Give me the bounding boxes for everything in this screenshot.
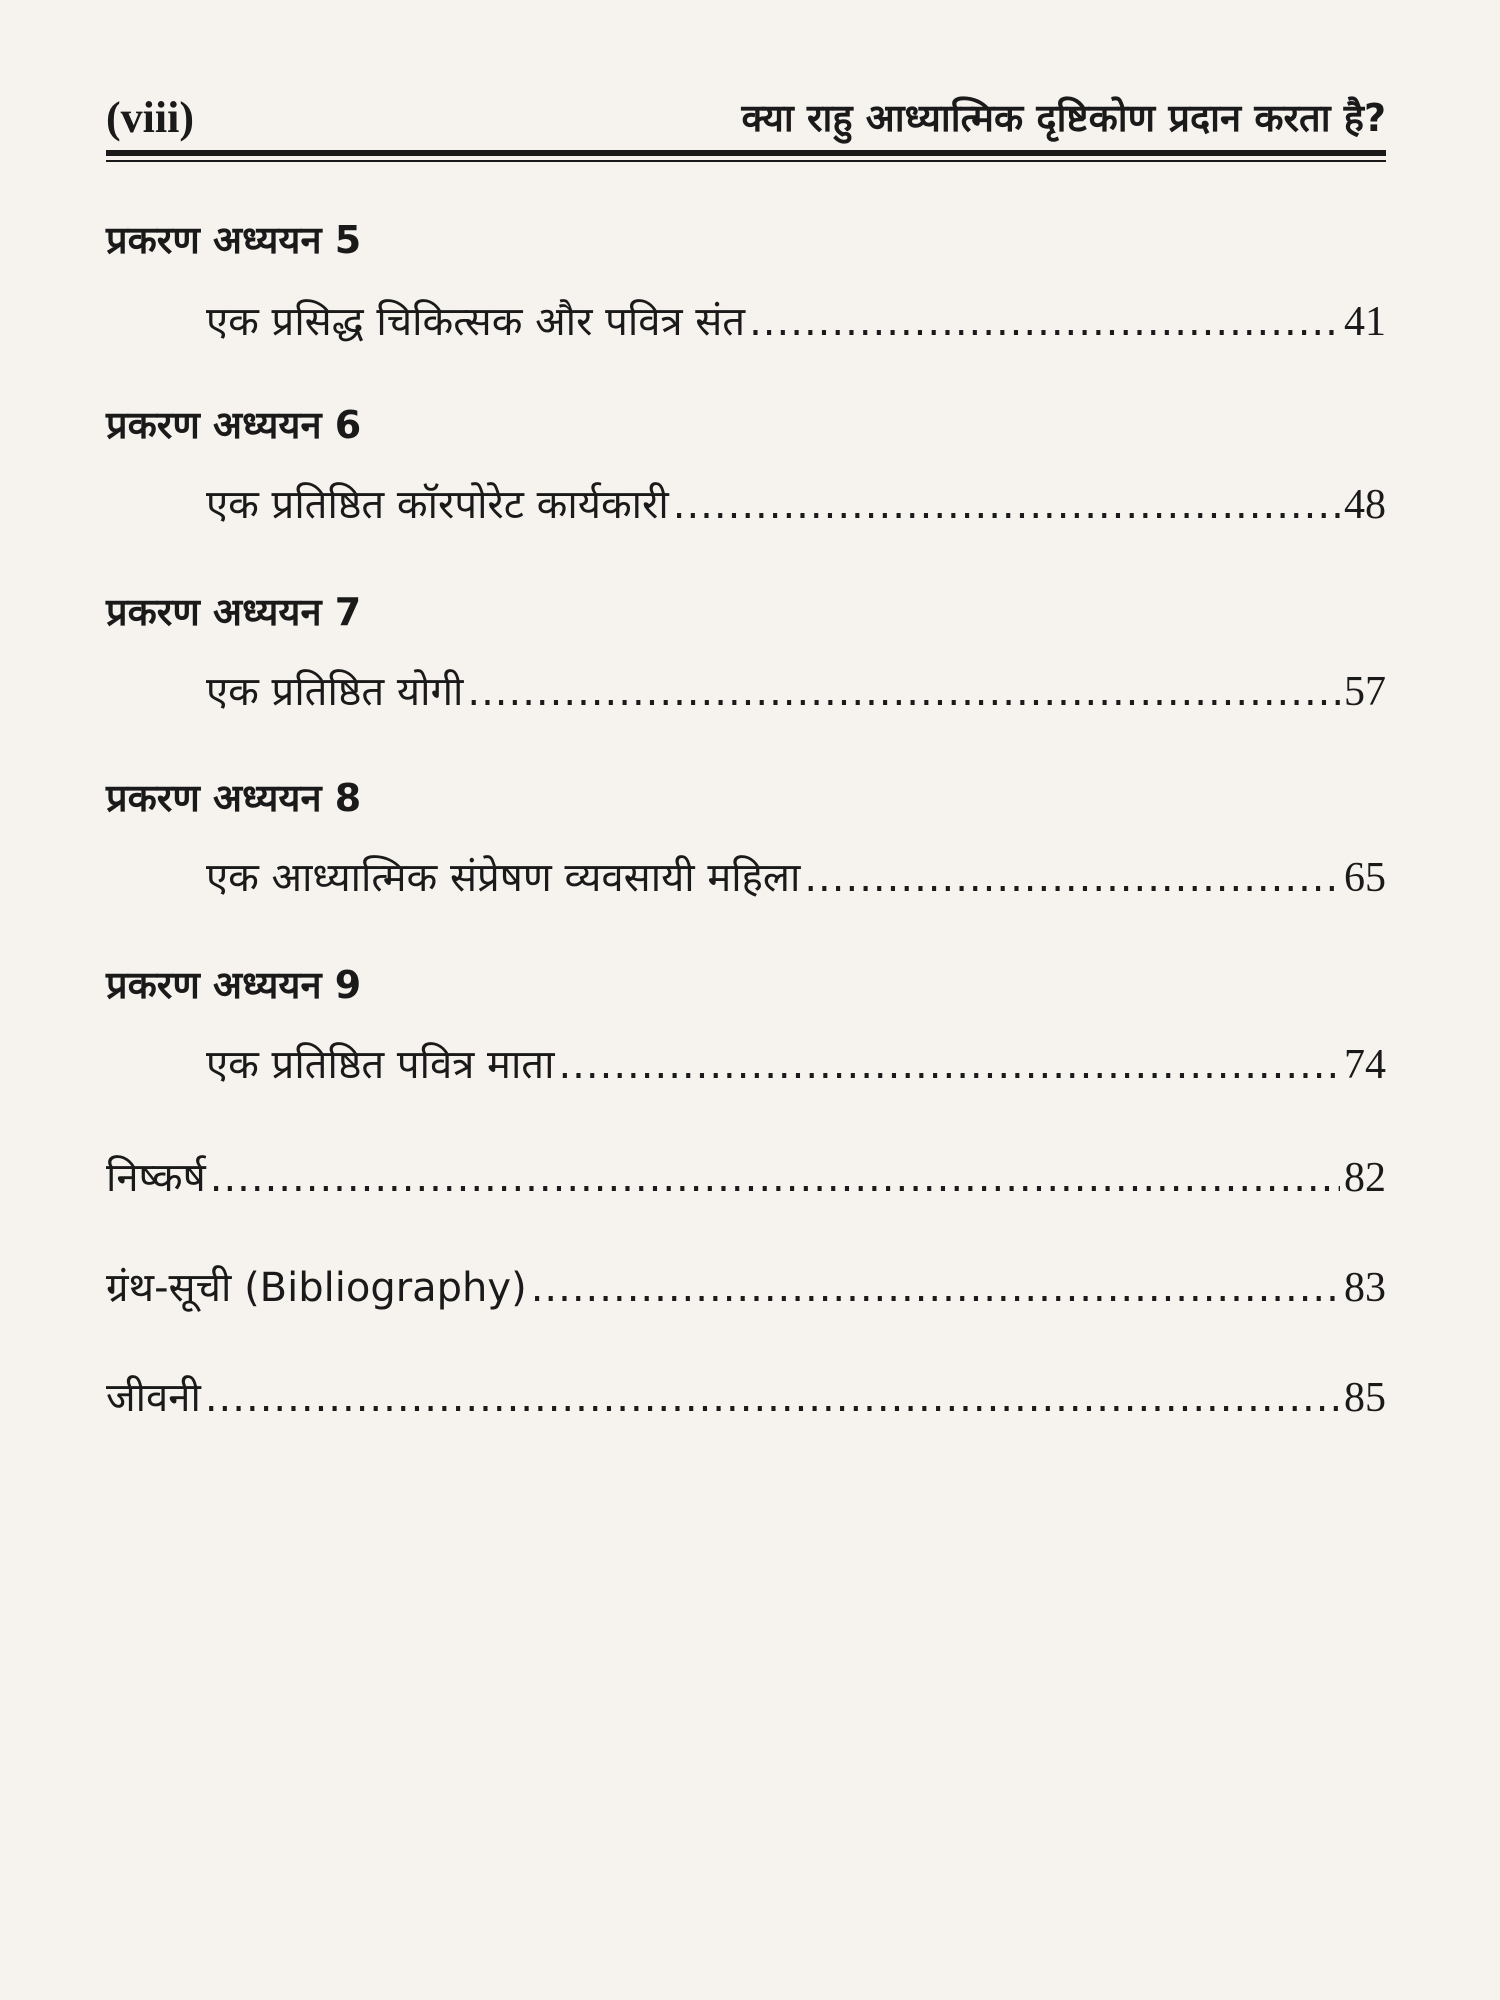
toc-page-number: 85 [1344,1375,1386,1421]
toc-entry-chapter-5[interactable] [206,292,1386,352]
toc-entry-title: एक आध्यात्मिक संप्रेषण व्यवसायी महिला [206,855,801,901]
dot-leader [749,292,1340,352]
toc-entry-title: जीवनी [106,1375,201,1421]
toc-entry-chapter-8[interactable] [206,848,1386,908]
dot-leader [210,1148,1340,1208]
dot-leader [467,662,1340,722]
toc-page-number: 74 [1344,1042,1386,1088]
chapter-heading-6: प्रकरण अध्ययन 6 [106,403,362,447]
dot-leader [558,1035,1340,1095]
chapter-heading-7: प्रकरण अध्ययन 7 [106,590,362,634]
toc-entry-chapter-9[interactable] [206,1035,1386,1095]
page-header [106,88,1386,148]
toc-entry-title: निष्कर्ष [106,1155,206,1201]
header-rule-thin [106,160,1386,162]
toc-entry-conclusion[interactable] [106,1148,1386,1208]
dot-leader [673,475,1340,535]
dot-leader [205,1368,1340,1428]
chapter-heading-9: प्रकरण अध्ययन 9 [106,963,362,1007]
running-title: क्या राहु आध्यात्मिक दृष्टिकोण प्रदान करता है? [741,96,1386,140]
toc-entry-title: ग्रंथ-सूची (Bibliography) [106,1265,527,1311]
toc-page-number: 48 [1344,482,1386,528]
chapter-heading-8: प्रकरण अध्ययन 8 [106,776,362,820]
page-number: (viii) [106,93,194,142]
dot-leader [804,848,1340,908]
toc-entry-title: एक प्रतिष्ठित योगी [206,669,464,715]
header-rule-thick [106,150,1386,156]
toc-page-number: 41 [1344,299,1386,345]
dot-leader [531,1258,1340,1318]
toc-page-number: 82 [1344,1155,1386,1201]
toc-entry-title: एक प्रतिष्ठित पवित्र माता [206,1042,555,1088]
toc-entry-title: एक प्रतिष्ठित कॉरपोरेट कार्यकारी [206,482,669,528]
toc-entry-chapter-6[interactable] [206,475,1386,535]
toc-page-number: 83 [1344,1265,1386,1311]
toc-entry-chapter-7[interactable] [206,662,1386,722]
toc-page-number: 57 [1344,669,1386,715]
toc-page-number: 65 [1344,855,1386,901]
toc-entry-title: एक प्रसिद्ध चिकित्सक और पवित्र संत [206,299,746,345]
toc-entry-biography[interactable] [106,1368,1386,1428]
chapter-heading-5: प्रकरण अध्ययन 5 [106,218,362,262]
toc-entry-bibliography[interactable] [106,1258,1386,1318]
